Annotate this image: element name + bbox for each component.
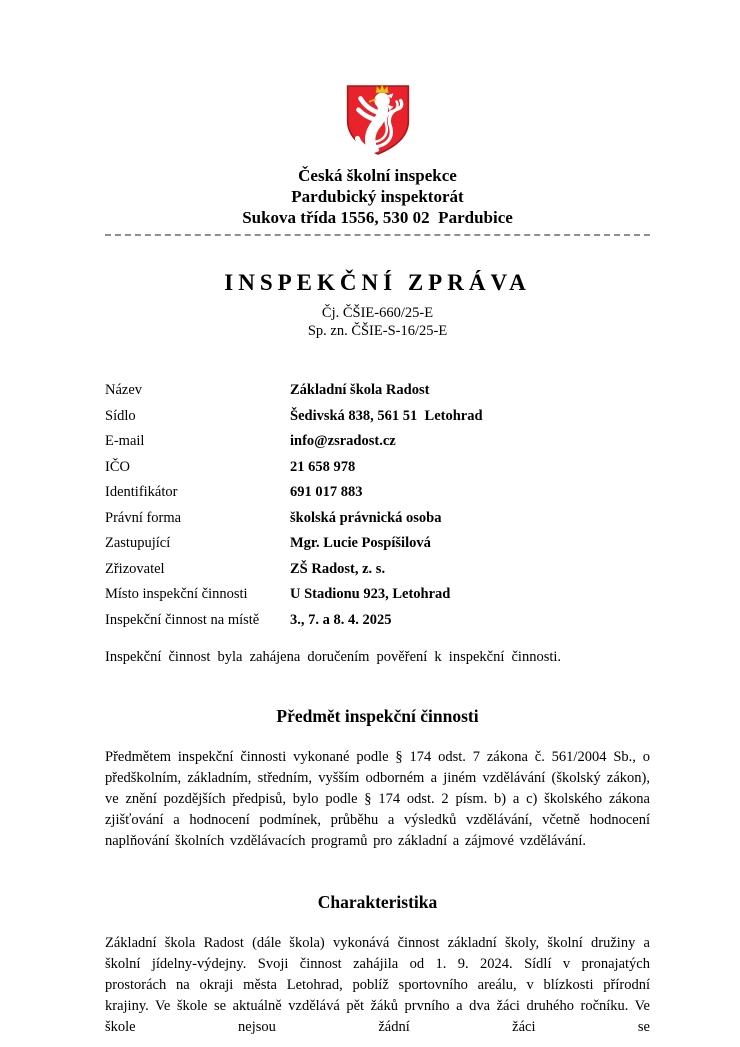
detail-value: Šedivská 838, 561 51 Letohrad [290, 407, 483, 424]
detail-label: E-mail [105, 433, 145, 449]
detail-label: Místo inspekční činnosti [105, 586, 248, 602]
detail-label: Zřizovatel [105, 560, 165, 577]
table-row [105, 561, 650, 577]
section-predmet [105, 706, 650, 852]
detail-value: školská právnická osoba [290, 509, 442, 526]
czech-lion-icon [345, 84, 411, 156]
detail-value: 691 017 883 [290, 484, 363, 500]
section-heading-predmet: Předmět inspekční činnosti [276, 705, 479, 726]
detail-value: info@zsradost.cz [290, 433, 396, 449]
table-row [105, 586, 650, 602]
table-row [105, 382, 650, 398]
detail-label: Název [105, 382, 143, 398]
detail-label: Inspekční činnost na místě [105, 611, 260, 628]
czech-coat-of-arms-emblem [345, 84, 411, 156]
reference-number: Čj. ČŠIE-660/25-E [321, 305, 434, 321]
detail-value: 3., 7. a 8. 4. 2025 [290, 611, 392, 628]
detail-label: Právní forma [105, 509, 182, 526]
detail-value: Mgr. Lucie Pospíšilová [290, 535, 431, 551]
org-address: Sukova třída 1556, 530 02 Pardubice [242, 208, 513, 227]
detail-value: ZŠ Radost, z. s. [290, 560, 386, 577]
org-name: Česká školní inspekce [298, 166, 457, 185]
detail-value: Základní škola Radost [290, 382, 430, 398]
section-charakteristika [105, 892, 650, 1038]
detail-label: Zastupující [105, 535, 171, 551]
detail-value: 21 658 978 [290, 458, 356, 475]
section-body-predmet: Předmětem inspekční činnosti vykonané podle § 174 odst. 7 zákona č. 561/2004 Sb., o předškolním, základním, středním, vyšším odborném a jiném vzdělávání (školský zákon), ve znění pozdějších předpisů, bylo podle § 174 odst. 2 písm. b) a c) školského zákona zjišťování a hodnocení podmínek, průběhu a výsledků vzdělávání, včetně hodnocení naplňování školních vzdělávacích programů pro základní a zájmové vzdělávání. [105, 748, 650, 849]
detail-label: IČO [105, 458, 130, 475]
section-heading-charakteristika: Charakteristika [317, 891, 438, 912]
table-row [105, 484, 650, 500]
org-inspectorate: Pardubický inspektorát [291, 187, 464, 206]
reference-block [105, 305, 650, 340]
table-row [105, 612, 650, 628]
file-reference-number: Sp. zn. ČŠIE-S-16/25-E [307, 322, 448, 339]
intro-paragraph: Inspekční činnost byla zahájena doručením pověření k inspekční činnosti. [105, 648, 562, 665]
table-row [105, 408, 650, 424]
table-row [105, 459, 650, 475]
table-row [105, 433, 650, 449]
organization-header [105, 165, 650, 228]
header-separator-line [105, 234, 650, 236]
detail-label: Identifikátor [105, 484, 178, 500]
table-row [105, 510, 650, 526]
table-row [105, 535, 650, 551]
section-body-charakteristika: Základní škola Radost (dále škola) vykonává činnost základní školy, školní družiny a školní jídelny-výdejny. Svoji činnost zahájila od 1. 9. 2024. Sídlí v pronajatých prostorách na okraji města Letohrad, poblíž sportovního areálu, v blízkosti přírodní krajiny. Ve škole se aktuálně vzdělává pět žáků prvního a dva žáci druhého ročníku. Ve škole nejsou žádní žáci se [105, 934, 650, 1035]
school-details-table [105, 382, 650, 628]
detail-value: U Stadionu 923, Letohrad [290, 586, 451, 602]
detail-label: Sídlo [105, 407, 136, 424]
document-title: INSPEKČNÍ ZPRÁVA [224, 270, 531, 295]
